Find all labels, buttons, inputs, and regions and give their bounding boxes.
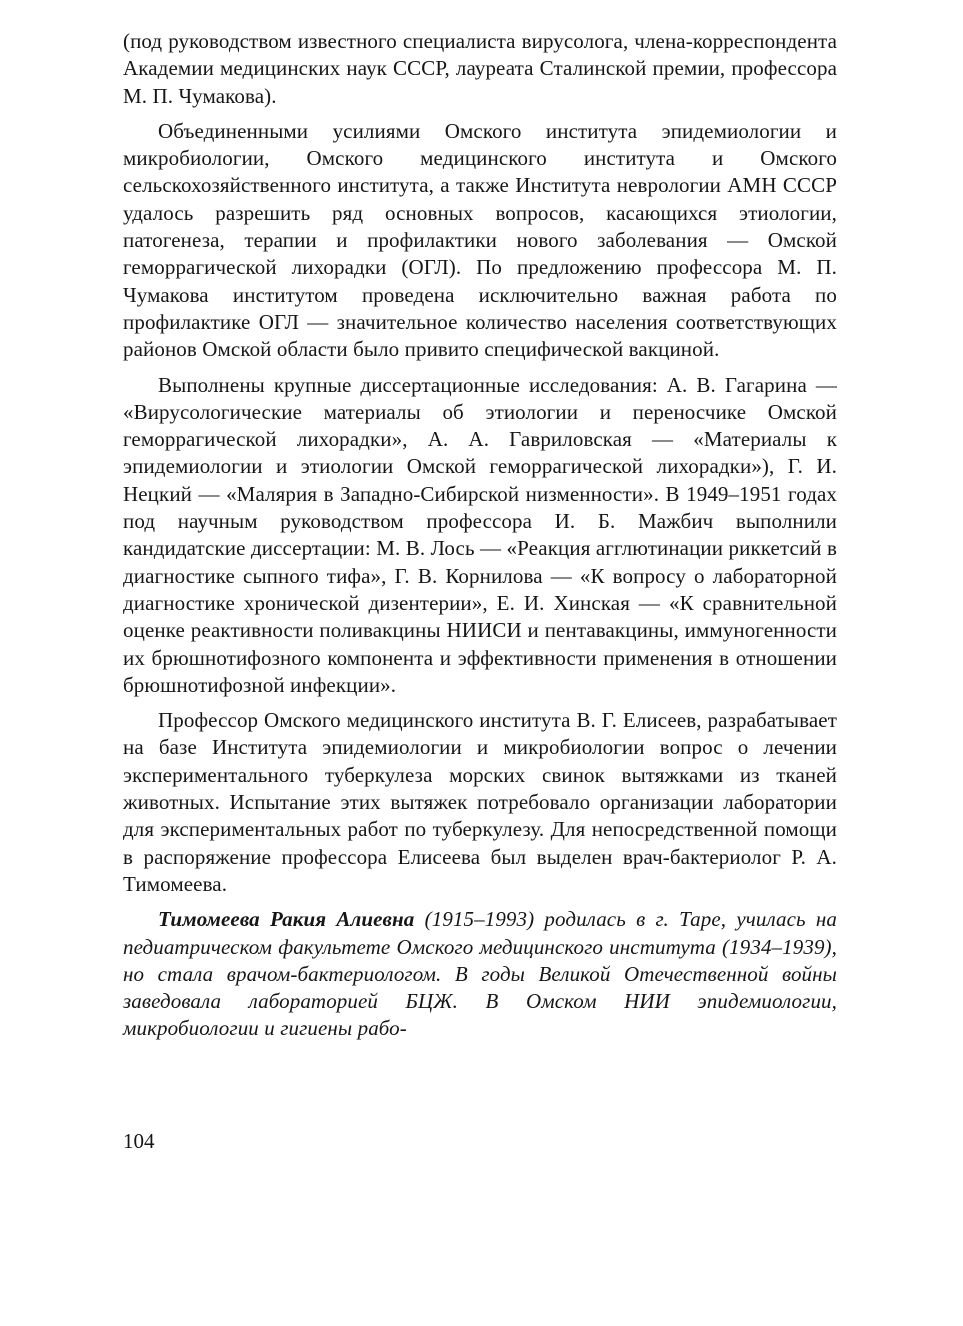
biography-paragraph [123, 906, 837, 1042]
biography-name: Тимомеева Ракия Алиевна [158, 907, 415, 932]
page-number: 104 [123, 1129, 155, 1153]
paragraph-2: Объединенными усилиями Омского института эпидемиологии и микробиологии, Омского медицинского института и Омского сельскохозяйственного института, а также Института неврологии АМН СССР удалось разрешить ряд основных вопросов, касающихся этиологии, патогенеза, терапии и профилактики нового заболевания — Омской геморрагической лихорадки (ОГЛ). По предложению профессора М. П. Чумакова институтом проведена исключительно важная работа по профилактике ОГЛ — значительное количество населения соответствующих районов Омской области было привито специфической вакциной. [123, 118, 837, 362]
paragraph-1: (под руководством известного специалиста вирусолога, члена-корреспондента Академии медицинских наук СССР, лауреата Сталинской премии, профессора М. П. Чумакова). [123, 29, 837, 108]
paragraph-4: Профессор Омского медицинского института В. Г. Елисеев, разрабатывает на базе Института эпидемиологии и микробиологии вопрос о лечении экспериментального туберкулеза морских свинок вытяжками из тканей животных. Испытание этих вытяжек потребовало организации лаборатории для экспериментальных работ по туберкулезу. Для непосредственной помощи в распоряжение профессора Елисеева был выделен врач-бактериолог Р. А. Тимомеева. [123, 708, 837, 896]
paragraph-3: Выполнены крупные диссертационные исследования: А. В. Гагарина — «Вирусологические материалы об этиологии и переносчике Омской геморрагической лихорадки», А. А. Гавриловская — «Материалы к эпидемиологии и этиологии Омской геморрагической лихорадки»), Г. И. Нецкий — «Малярия в Западно-Сибирской низменности». В 1949–1951 годах под научным руководством профессора И. Б. Мажбич выполнили кандидатские диссертации: М. В. Лось — «Реакция агглютинации риккетсий в диагностике сыпного тифа», Г. В. Корнилова — «К вопросу о лабораторной диагностике хронической дизентерии», Е. И. Хинская — «К сравнительной оценке реактивности поливакцины НИИСИ и пентавакцины, иммуногенности их брюшнотифозного компонента и эффективности применения в отношении брюшнотифозной инфекции». [123, 372, 837, 697]
biography-text: (1915–1993) родилась в г. Таре, училась на педиатрическом факультете Омского медицинского института (1934–1939), но стала врачом-бактериологом. В годы Великой Отечественной войны заведовала лабораторией БЦЖ. В Омском НИИ эпидемиологии, микробиологии и гигиены рабо- [123, 907, 837, 1041]
body-text [123, 28, 837, 1051]
